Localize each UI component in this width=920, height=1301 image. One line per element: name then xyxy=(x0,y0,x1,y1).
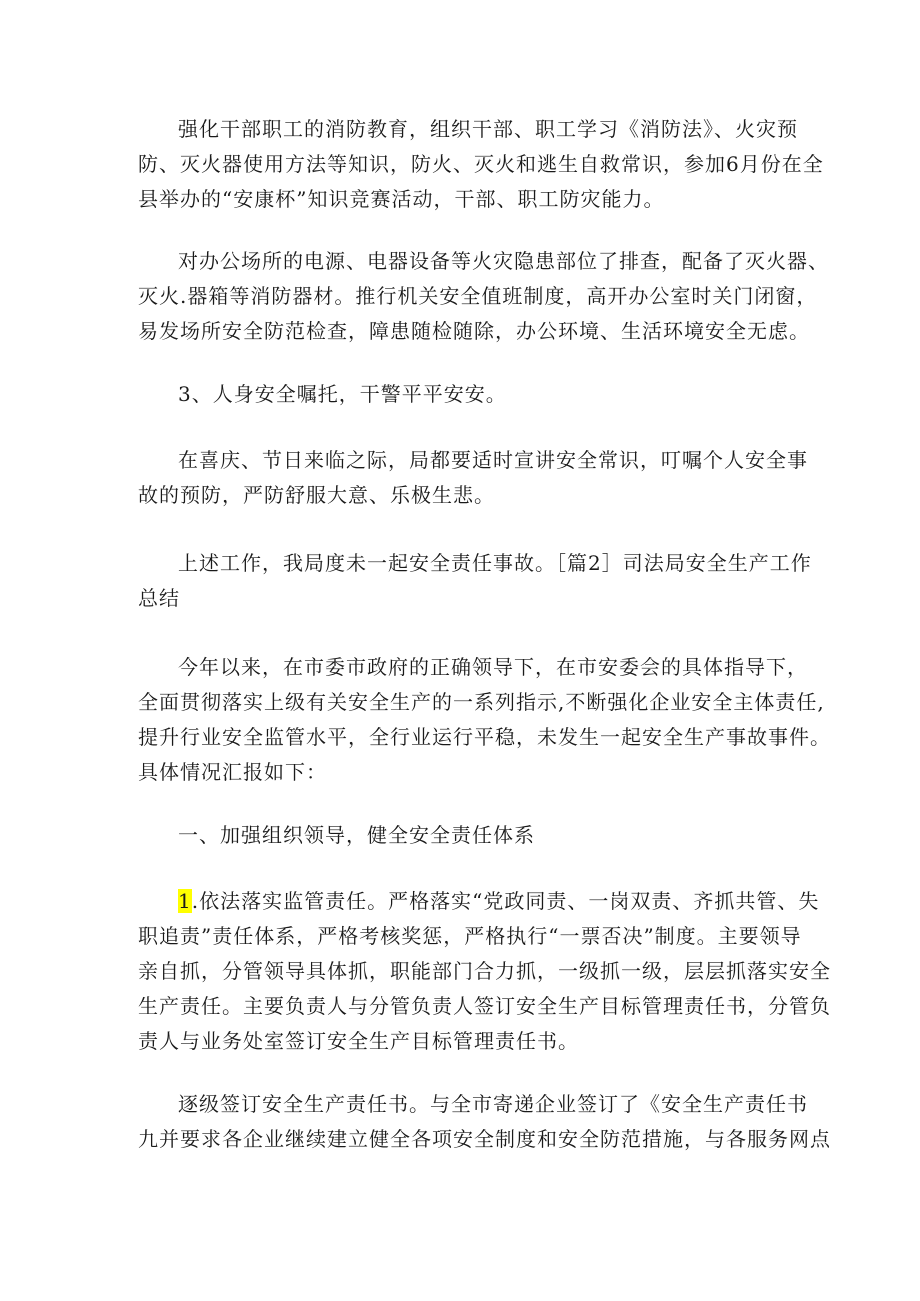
text-line: 强化干部职工的消防教育，组织干部、职工学习《消防法》、火灾预 xyxy=(178,117,798,141)
paragraph-holiday-safety xyxy=(138,443,808,513)
text-line: 逐级签订安全生产责任书。与全市寄递企业签订了《安全生产责任书 xyxy=(178,1092,808,1116)
text-line: 对办公场所的电源、电器设备等火灾隐患部位了排查，配备了灭火器、 xyxy=(178,249,829,273)
text-line: 上述工作，我局度未一起安全责任事故。［篇2］司法局安全生产工作 xyxy=(178,551,812,575)
text-line: 亲自抓，分管领导具体抓，职能部门合力抓，一级抓一级，层层抓落实安全 xyxy=(138,959,831,983)
section-heading-organization xyxy=(138,818,798,853)
text-line: 防、灭火器使用方法等知识，防火、灭火和逃生自救常识，参加6月份在全 xyxy=(138,152,824,176)
text-line: 易发场所安全防范检查，障患随检随除，办公环境、生活环境安全无虑。 xyxy=(138,319,810,343)
text-line: 一、加强组织领导，健全安全责任体系 xyxy=(178,823,535,847)
text-line: 县举办的“安康杯”知识竞赛活动，干部、职工防灾能力。 xyxy=(138,187,665,211)
text-line: 在喜庆、节日来临之际，局都要适时宣讲安全常识，叮嘱个人安全事 xyxy=(178,448,808,472)
paragraph-personal-safety-heading xyxy=(138,377,798,412)
paragraph-intro xyxy=(138,650,831,790)
text-line: 3、人身安全嘱托，干警平平安安。 xyxy=(178,382,507,406)
paragraph-hazard-inspection xyxy=(138,244,829,349)
text-line: 责人与业务处室签订安全生产目标管理责任书。 xyxy=(138,1029,579,1053)
text-line: 九并要求各企业继续建立健全各项安全制度和安全防范措施，与各服务网点 xyxy=(138,1127,831,1151)
text-line: 今年以来，在市委市政府的正确领导下，在市安委会的具体指导下， xyxy=(178,655,808,679)
text-line: 生产责任。主要负责人与分管负责人签订安全生产目标管理责任书，分管负 xyxy=(138,994,831,1018)
text-line-rest: .依法落实监管责任。严格落实“党政同责、一岗双责、齐抓共管、失 xyxy=(191,889,820,913)
text-line: 全面贯彻落实上级有关安全生产的一系列指示,不断强化企业安全主体责任, xyxy=(138,690,825,714)
text-line: 灭火.器箱等消防器材。推行机关安全值班制度，高开办公室时关门闭窗， xyxy=(138,284,818,308)
text-line: 提升行业安全监管水平，全行业运行平稳，未发生一起安全生产事故事件。 xyxy=(138,725,831,749)
highlighted-number: 1 xyxy=(178,889,192,913)
paragraph-supervision-responsibility xyxy=(138,884,831,1059)
paragraph-summary-and-part2-title xyxy=(138,546,812,616)
text-line xyxy=(138,884,820,919)
text-line: 具体情况汇报如下： xyxy=(138,760,327,784)
text-line: 总结 xyxy=(138,586,180,610)
paragraph-fire-education xyxy=(138,112,824,217)
text-line: 职追责”责任体系，严格考核奖惩，严格执行“一票否决”制度。主要领导 xyxy=(138,924,802,948)
text-line: 故的预防，严防舒服大意、乐极生悲。 xyxy=(138,483,495,507)
paragraph-responsibility-letters xyxy=(138,1087,831,1157)
